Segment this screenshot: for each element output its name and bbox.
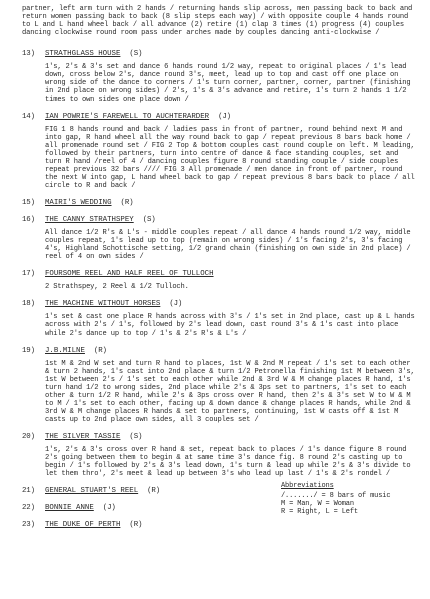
dance-entry-18 [22, 300, 416, 337]
dance-entry-15 [22, 199, 416, 207]
dance-description: 1st M & 2nd W set and turn R hand to places, 1st W & 2nd M repeat / 1's set to each other & turn 2 hands, 1's cast into 2nd place & turn 1/2 Petronella finishing 1st M between 3's, 1st W between 2's / 1's set to each other while 2nd & 3rd W & M change places R hand, 1's turn hand 1/2 to wrong sides, 2nd place while 2's & 3ps set to partners, 1's set to each other & turn 1/2 R hand, while 2's & 3ps cross over R hand, then 2's & 3's set W to W & M to M / 1's set to each other, facing up & down dance & change places R hands, while 2nd & 3rd W & M change places R hands & set to partners, continuing, 1st W casts off & 1st M casts up to 2nd place own sides, all 3 couples set / [45, 359, 415, 424]
dance-description: 1's, 2's & 3's cross over R hand & set, repeat back to places / 1's dance figure 8 round 2's going between them to begin & at same time 3's dance fig. 8 round 2's casting up to begin / 1's followed by 2's & 3's lead down, 1's turn & lead up while 2's & 3's divide to let them thro', 2's meet & lead up between 3's who lead up last / 1's & 2's rondel / [45, 446, 411, 479]
dance-entry-20 [22, 433, 416, 478]
dance-entry-22 [22, 504, 272, 512]
dance-number: 16) [22, 216, 35, 225]
dance-entry-16 [22, 216, 416, 261]
dance-list [22, 50, 416, 534]
dance-entry-19 [22, 347, 416, 424]
dance-type: (R) [93, 346, 107, 355]
dance-description: 2 Strathspey, 2 Reel & 1/2 Tulloch. [45, 283, 189, 292]
dance-number: 17) [22, 270, 35, 279]
abbreviations-key [281, 482, 416, 534]
dance-number: 21) [22, 487, 35, 496]
bottom-section [22, 478, 416, 534]
dance-entry-13 [22, 50, 416, 103]
continued-text: partner, left arm turn with 2 hands / returning hands slip across, men passing back to back and return women passing back to back (8 slip steps each way) / with opposite couple 4 hands round to L and L hand wheel back / all advance (2) retire (1) clap 3 times (1) progress (4) couples dancing clockwise round room pass under arches made by couples dancing anti-clockwise / [22, 5, 413, 38]
dance-title: MAIRI'S WEDDING [45, 198, 112, 207]
dance-type: (J) [169, 300, 183, 309]
dance-entry-14 [22, 113, 416, 190]
dance-title: THE DUKE OF PERTH [45, 521, 121, 530]
dance-title: THE MACHINE WITHOUT HORSES [45, 300, 161, 309]
dance-title: IAN POWRIE'S FAREWELL TO AUCHTERARDER [45, 112, 210, 121]
dance-description: 1's set & cast one place R hands across with 3's / 1's set in 2nd place, cast up & L hands across with 2's / 1's, followed by 2's lead down, cast round 3's & 1's cast into place while 2's dance up to top / 1's & 2's R's & L's / [45, 313, 415, 338]
dance-number: 13) [22, 50, 35, 59]
abbreviation-line: /......./ = 8 bars of music [281, 492, 391, 501]
dance-number: 18) [22, 300, 35, 309]
dance-type: (J) [218, 112, 231, 121]
dance-type: (R) [147, 487, 160, 496]
dance-type: (S) [129, 432, 143, 441]
dance-number: 14) [22, 112, 35, 121]
dance-entry-17 [22, 270, 416, 291]
dance-description: 1's, 2's & 3's set and dance 6 hands round 1/2 way, repeat to original places / 1's lead down, cross below 2's, dance round 3's, meet, lead up to top and cast off one place on wrong side of the dance to corners / 1's turn corner, partner, corner, partner (finishing in 2nd place on wrong sides) / 2's, 1's & 3's advance and retire, 1's turn 2 hands 1 1/2 times to own sides one place down / [45, 63, 411, 104]
dance-type: (J) [102, 504, 116, 513]
dance-description: FIG 1 8 hands round and back / ladies pass in front of partner, round behind next M and into gap, R hand wheel all the way round back to gap / repeat previous 8 bars back home / all promenade round set / FIG 2 Top & bottom couples cast round couple on left. M leading, followed by their partners, turn into centre of dance & face standing couples, set and turn R hand /reel of 4 / dancing couples figure 8 round standing couple / side couples repeat previous 32 bars //// FIG 3 All promenade / men dance in front of partner, round the next W into gap, L hand wheel back to gap / repeat previous 8 bars back to place / all circle to R and back / [45, 125, 415, 190]
dance-title: STRATHGLASS HOUSE [45, 50, 121, 59]
abbreviation-line: R = Right, L = Left [281, 508, 358, 517]
dance-title: GENERAL STUART'S REEL [45, 487, 139, 496]
dance-number: 15) [22, 198, 35, 207]
dance-entry-21 [22, 487, 272, 495]
dance-type: (R) [129, 521, 143, 530]
dance-title: THE SILVER TASSIE [45, 432, 121, 441]
dance-title: FOURSOME REEL AND HALF REEL OF TULLOCH [45, 270, 214, 279]
dance-title: BONNIE ANNE [45, 504, 94, 513]
dance-entry-23 [22, 521, 272, 529]
dance-number: 20) [22, 432, 35, 441]
abbreviations-title: Abbreviations [281, 482, 334, 491]
dance-type: (R) [120, 198, 134, 207]
dance-number: 23) [22, 521, 35, 530]
dance-type: (S) [142, 216, 156, 225]
dance-type: (S) [129, 50, 143, 59]
dance-description: All dance 1/2 R's & L's - middle couples repeat / all dance 4 hands round 1/2 way, middle couples repeat, 1's lead up to top (remain on wrong sides) / 1's facing 2's, 3's facing 4's, Highland Schottische setting, 1/2 grand chain (finishing on own side in 2nd place) / reel of 4 on own sides / [45, 229, 411, 262]
abbreviation-line: M = Man, W = Woman [281, 500, 354, 509]
dance-number: 19) [22, 346, 35, 355]
dance-number: 22) [22, 504, 35, 513]
dance-title: J.B.MILNE [45, 346, 85, 355]
dance-title: THE CANNY STRATHSPEY [45, 216, 134, 225]
